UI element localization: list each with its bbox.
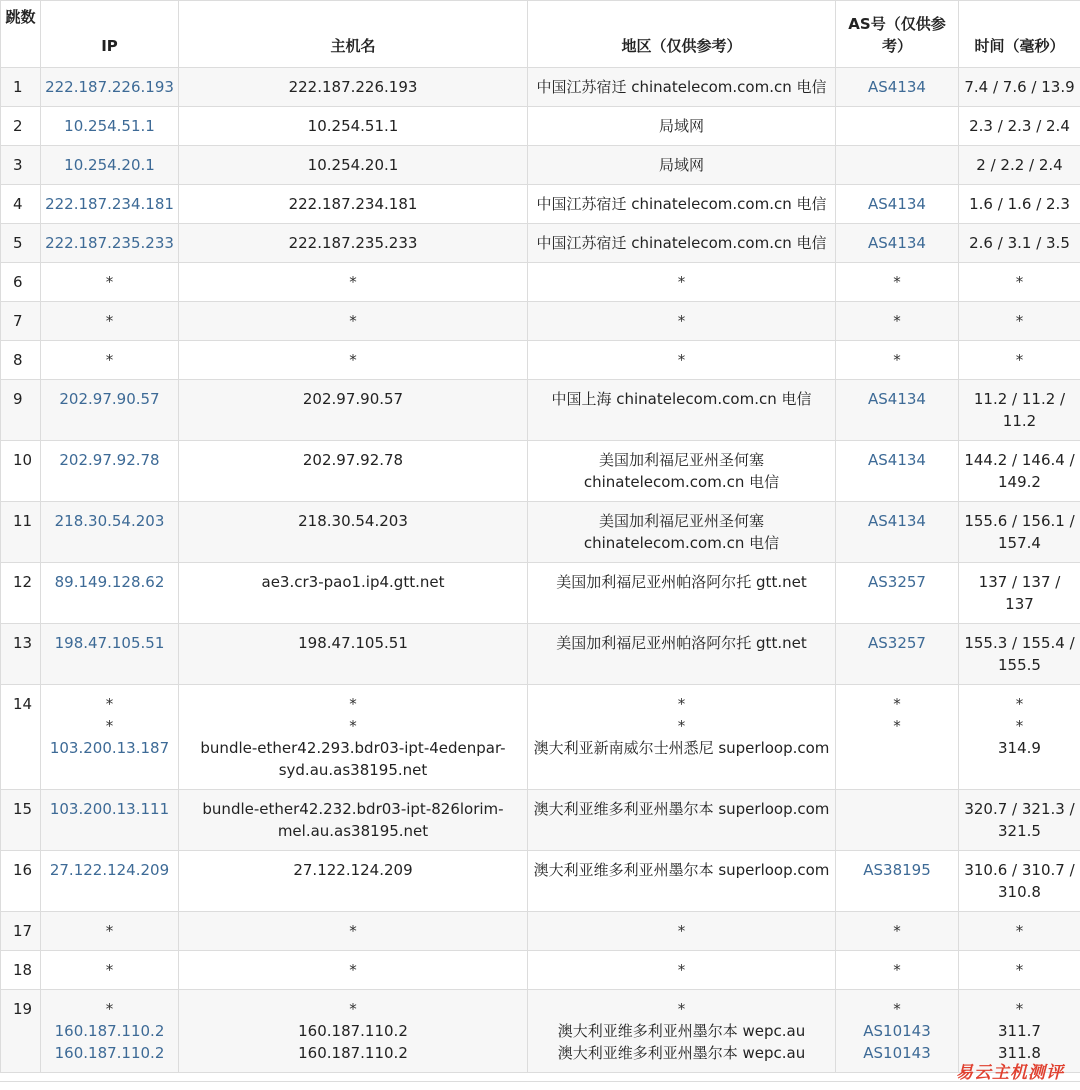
region-text: *	[677, 922, 686, 940]
region-text: 美国加利福尼亚州圣何塞 chinatelecom.com.cn 电信	[583, 512, 780, 552]
table-row	[1, 624, 1080, 685]
hostname-cell	[179, 990, 528, 1073]
time-text: *	[1015, 695, 1024, 713]
as-link[interactable]: AS4134	[868, 451, 926, 469]
as-cell	[836, 146, 959, 185]
as-link[interactable]: AS4134	[868, 78, 926, 96]
ip-cell	[41, 146, 179, 185]
header-region: 地区（仅供参考）	[528, 1, 836, 68]
time-cell	[959, 380, 1080, 441]
hostname-cell	[179, 302, 528, 341]
hop-cell: 7	[1, 302, 41, 341]
ip-link[interactable]: 103.200.13.187	[49, 739, 170, 757]
ip-cell	[41, 851, 179, 912]
table-body	[1, 68, 1080, 1073]
host-text: 222.187.234.181	[288, 195, 418, 213]
hop-cell: 15	[1, 790, 41, 851]
host-text: 198.47.105.51	[298, 634, 408, 652]
table-row	[1, 68, 1080, 107]
region-text: 中国江苏宿迁 chinatelecom.com.cn 电信	[536, 234, 827, 252]
hop-cell: 2	[1, 107, 41, 146]
hop-cell: 11	[1, 502, 41, 563]
ip-text: *	[105, 1000, 114, 1018]
region-text: 美国加利福尼亚州帕洛阿尔托 gtt.net	[556, 634, 807, 652]
ip-cell	[41, 685, 179, 790]
time-text: 320.7 / 321.3 / 321.5	[964, 800, 1075, 840]
ip-link[interactable]: 160.187.110.2	[54, 1022, 165, 1040]
region-cell	[528, 951, 836, 990]
ip-link[interactable]: 222.187.234.181	[45, 195, 174, 213]
time-text: *	[1015, 717, 1024, 735]
table-row	[1, 380, 1080, 441]
table-row	[1, 502, 1080, 563]
host-text: 202.97.92.78	[302, 451, 404, 469]
host-text: ae3.cr3-pao1.ip4.gtt.net	[261, 573, 445, 591]
hop-cell: 1	[1, 68, 41, 107]
region-text: 局域网	[658, 156, 704, 174]
region-cell	[528, 68, 836, 107]
hostname-cell	[179, 851, 528, 912]
host-text: *	[349, 717, 357, 735]
hostname-cell	[179, 951, 528, 990]
time-cell	[959, 263, 1080, 302]
time-text: *	[1015, 1000, 1024, 1018]
region-cell	[528, 685, 836, 790]
host-text: 160.187.110.2	[298, 1044, 408, 1062]
ip-link[interactable]: 218.30.54.203	[54, 512, 165, 530]
hostname-cell	[179, 107, 528, 146]
hostname-cell	[179, 185, 528, 224]
hostname-cell	[179, 624, 528, 685]
region-text: 中国江苏宿迁 chinatelecom.com.cn 电信	[536, 78, 827, 96]
region-cell	[528, 912, 836, 951]
hostname-cell	[179, 563, 528, 624]
as-link[interactable]: AS3257	[868, 573, 926, 591]
as-cell	[836, 68, 959, 107]
time-text: 310.6 / 310.7 / 310.8	[964, 861, 1075, 901]
region-cell	[528, 851, 836, 912]
hostname-cell	[179, 68, 528, 107]
as-cell	[836, 441, 959, 502]
as-link[interactable]: AS4134	[868, 195, 926, 213]
as-link[interactable]: AS4134	[868, 234, 926, 252]
hop-cell: 8	[1, 341, 41, 380]
ip-cell	[41, 990, 179, 1073]
as-link[interactable]: AS3257	[868, 634, 926, 652]
table-row	[1, 912, 1080, 951]
as-text: *	[893, 961, 901, 979]
region-text: *	[677, 961, 686, 979]
time-text: 2.3 / 2.3 / 2.4	[969, 117, 1070, 135]
table-row	[1, 302, 1080, 341]
as-cell	[836, 685, 959, 790]
time-text: *	[1015, 273, 1024, 291]
as-cell	[836, 107, 959, 146]
region-text: *	[677, 717, 686, 735]
as-cell	[836, 951, 959, 990]
as-text: *	[893, 351, 901, 369]
time-cell	[959, 563, 1080, 624]
region-cell	[528, 563, 836, 624]
ip-link[interactable]: 222.187.226.193	[45, 78, 174, 96]
ip-cell	[41, 624, 179, 685]
time-cell	[959, 851, 1080, 912]
hop-cell: 17	[1, 912, 41, 951]
as-link[interactable]: AS4134	[868, 390, 926, 408]
ip-link[interactable]: 198.47.105.51	[54, 634, 165, 652]
as-link[interactable]: AS10143	[863, 1044, 931, 1062]
hop-cell: 14	[1, 685, 41, 790]
time-text: 137 / 137 / 137	[978, 573, 1061, 613]
region-cell	[528, 380, 836, 441]
host-text: 222.187.226.193	[288, 78, 418, 96]
hop-cell: 6	[1, 263, 41, 302]
ip-link[interactable]: 202.97.90.57	[59, 390, 160, 408]
time-text: 1.6 / 1.6 / 2.3	[969, 195, 1070, 213]
time-text: 7.4 / 7.6 / 13.9	[964, 78, 1075, 96]
ip-cell	[41, 107, 179, 146]
table-row	[1, 107, 1080, 146]
ip-text: *	[105, 351, 114, 369]
time-cell	[959, 185, 1080, 224]
time-text: 314.9	[998, 739, 1041, 757]
hostname-cell	[179, 790, 528, 851]
table-row	[1, 851, 1080, 912]
as-cell	[836, 624, 959, 685]
time-cell	[959, 951, 1080, 990]
ip-cell	[41, 563, 179, 624]
ip-cell	[41, 380, 179, 441]
time-text: 311.7	[998, 1022, 1041, 1040]
table-row	[1, 790, 1080, 851]
host-text: 202.97.90.57	[302, 390, 404, 408]
as-cell	[836, 341, 959, 380]
host-text: 160.187.110.2	[298, 1022, 408, 1040]
as-cell	[836, 302, 959, 341]
as-text: *	[893, 717, 901, 735]
region-text: *	[677, 273, 686, 291]
time-cell	[959, 441, 1080, 502]
as-text: *	[893, 312, 901, 330]
time-text: 11.2 / 11.2 / 11.2	[973, 390, 1066, 430]
hostname-cell	[179, 441, 528, 502]
hop-cell: 19	[1, 990, 41, 1073]
region-cell	[528, 263, 836, 302]
hop-cell: 9	[1, 380, 41, 441]
ip-cell	[41, 185, 179, 224]
hostname-cell	[179, 502, 528, 563]
hostname-cell	[179, 912, 528, 951]
ip-cell	[41, 790, 179, 851]
region-cell	[528, 502, 836, 563]
hostname-cell	[179, 224, 528, 263]
time-text: 144.2 / 146.4 / 149.2	[964, 451, 1075, 491]
time-cell	[959, 502, 1080, 563]
time-cell	[959, 341, 1080, 380]
header-hop: 跳数	[1, 1, 41, 68]
table-row	[1, 441, 1080, 502]
as-cell	[836, 185, 959, 224]
time-text: 2 / 2.2 / 2.4	[976, 156, 1063, 174]
region-text: 中国江苏宿迁 chinatelecom.com.cn 电信	[536, 195, 827, 213]
ip-cell	[41, 302, 179, 341]
hop-cell: 4	[1, 185, 41, 224]
ip-link[interactable]: 222.187.235.233	[45, 234, 174, 252]
as-cell	[836, 263, 959, 302]
as-text: *	[893, 695, 901, 713]
header-time: 时间（毫秒）	[959, 1, 1080, 68]
table-row	[1, 263, 1080, 302]
ip-text: *	[105, 922, 114, 940]
ip-link[interactable]: 103.200.13.111	[49, 800, 170, 818]
host-text: *	[349, 312, 357, 330]
time-text: *	[1015, 312, 1024, 330]
ip-link[interactable]: 10.254.51.1	[64, 117, 155, 135]
table-row	[1, 951, 1080, 990]
hop-cell: 12	[1, 563, 41, 624]
header-as: AS号（仅供参考）	[836, 1, 959, 68]
time-text: *	[1015, 961, 1024, 979]
host-text: *	[349, 695, 357, 713]
hostname-cell	[179, 380, 528, 441]
as-link[interactable]: AS10143	[863, 1022, 931, 1040]
hop-cell: 13	[1, 624, 41, 685]
region-text: 中国上海 chinatelecom.com.cn 电信	[551, 390, 812, 408]
region-cell	[528, 790, 836, 851]
region-cell	[528, 990, 836, 1073]
time-cell	[959, 107, 1080, 146]
ip-cell	[41, 341, 179, 380]
table-row	[1, 146, 1080, 185]
region-cell	[528, 341, 836, 380]
ip-link[interactable]: 202.97.92.78	[59, 451, 160, 469]
time-text: *	[1015, 351, 1024, 369]
host-text: bundle-ether42.293.bdr03-ipt-4edenpar-syd.au.as38195.net	[200, 739, 506, 779]
time-text: *	[1015, 922, 1024, 940]
ip-text: *	[105, 273, 114, 291]
table-row	[1, 341, 1080, 380]
hostname-cell	[179, 146, 528, 185]
time-cell	[959, 912, 1080, 951]
ip-text: *	[105, 312, 114, 330]
host-text: bundle-ether42.232.bdr03-ipt-826lorim-mel.au.as38195.net	[202, 800, 504, 840]
region-text: *	[677, 312, 686, 330]
ip-text: *	[105, 695, 114, 713]
ip-link[interactable]: 27.122.124.209	[49, 861, 170, 879]
hostname-cell	[179, 263, 528, 302]
hostname-cell	[179, 341, 528, 380]
as-text: *	[893, 1000, 901, 1018]
host-text: 27.122.124.209	[293, 861, 413, 879]
region-cell	[528, 224, 836, 263]
table-row	[1, 185, 1080, 224]
header-ip: IP	[41, 1, 179, 68]
region-text: 澳大利亚新南威尔士州悉尼 superloop.com	[533, 739, 830, 757]
table-header-row	[1, 1, 1080, 68]
region-text: 澳大利亚维多利亚州墨尔本 wepc.au	[557, 1022, 806, 1040]
ip-cell	[41, 441, 179, 502]
ip-cell	[41, 951, 179, 990]
ip-cell	[41, 263, 179, 302]
table-row	[1, 563, 1080, 624]
region-text: 澳大利亚维多利亚州墨尔本 superloop.com	[533, 800, 830, 818]
host-text: 218.30.54.203	[298, 512, 408, 530]
hop-cell: 10	[1, 441, 41, 502]
ip-cell	[41, 224, 179, 263]
host-text: *	[349, 1000, 357, 1018]
time-cell	[959, 68, 1080, 107]
time-text: 311.8	[998, 1044, 1041, 1062]
host-text: *	[349, 961, 357, 979]
time-cell	[959, 624, 1080, 685]
hostname-cell	[179, 685, 528, 790]
host-text: *	[349, 351, 357, 369]
as-text: *	[893, 922, 901, 940]
time-text: 155.3 / 155.4 / 155.5	[964, 634, 1075, 674]
ip-text: *	[105, 961, 114, 979]
region-text: *	[677, 695, 686, 713]
region-cell	[528, 107, 836, 146]
time-cell	[959, 146, 1080, 185]
ip-link[interactable]: 89.149.128.62	[54, 573, 165, 591]
as-cell	[836, 790, 959, 851]
ip-link[interactable]: 10.254.20.1	[64, 156, 155, 174]
time-text: 155.6 / 156.1 / 157.4	[964, 512, 1075, 552]
region-text: *	[677, 1000, 686, 1018]
region-text: 局域网	[658, 117, 704, 135]
region-text: 澳大利亚维多利亚州墨尔本 superloop.com	[533, 861, 830, 879]
time-text: 2.6 / 3.1 / 3.5	[969, 234, 1070, 252]
table-row	[1, 685, 1080, 790]
as-cell	[836, 990, 959, 1073]
as-cell	[836, 380, 959, 441]
time-cell	[959, 790, 1080, 851]
host-text: *	[349, 922, 357, 940]
as-cell	[836, 502, 959, 563]
header-hostname: 主机名	[179, 1, 528, 68]
hop-cell: 18	[1, 951, 41, 990]
ip-link[interactable]: 160.187.110.2	[54, 1044, 165, 1062]
time-cell	[959, 224, 1080, 263]
time-cell	[959, 302, 1080, 341]
host-text: 10.254.20.1	[307, 156, 399, 174]
as-cell	[836, 224, 959, 263]
time-cell	[959, 685, 1080, 790]
ip-cell	[41, 68, 179, 107]
ip-cell	[41, 912, 179, 951]
region-cell	[528, 624, 836, 685]
ip-cell	[41, 502, 179, 563]
watermark: 易云主机测评	[956, 1063, 1064, 1083]
hop-cell: 3	[1, 146, 41, 185]
as-text: *	[893, 273, 901, 291]
host-text: *	[349, 273, 357, 291]
host-text: 10.254.51.1	[307, 117, 399, 135]
hop-cell: 5	[1, 224, 41, 263]
region-text: 美国加利福尼亚州帕洛阿尔托 gtt.net	[556, 573, 807, 591]
host-text: 222.187.235.233	[288, 234, 418, 252]
region-text: 澳大利亚维多利亚州墨尔本 wepc.au	[557, 1044, 806, 1062]
region-cell	[528, 146, 836, 185]
region-cell	[528, 441, 836, 502]
as-cell	[836, 851, 959, 912]
hop-cell: 16	[1, 851, 41, 912]
region-cell	[528, 302, 836, 341]
ip-text: *	[105, 717, 114, 735]
as-cell	[836, 912, 959, 951]
table-bottom-border	[0, 1081, 1080, 1082]
as-cell	[836, 563, 959, 624]
as-link[interactable]: AS38195	[863, 861, 931, 879]
region-cell	[528, 185, 836, 224]
region-text: 美国加利福尼亚州圣何塞 chinatelecom.com.cn 电信	[583, 451, 780, 491]
region-text: *	[677, 351, 686, 369]
table-row	[1, 224, 1080, 263]
as-link[interactable]: AS4134	[868, 512, 926, 530]
table-row	[1, 990, 1080, 1073]
